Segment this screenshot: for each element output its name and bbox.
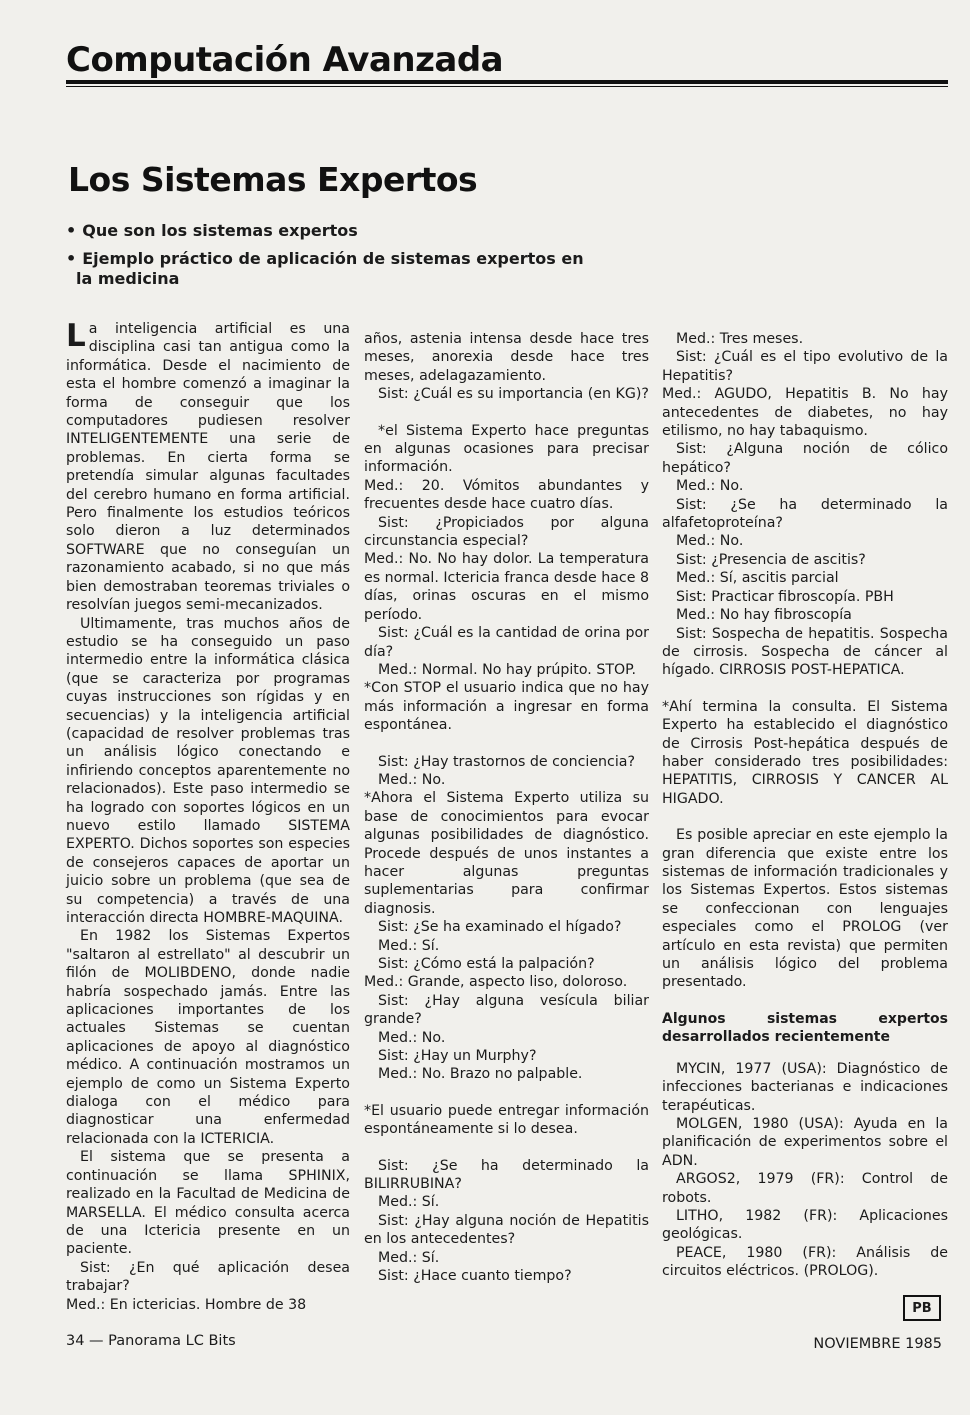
paragraph: Sist: ¿En qué aplicación desea trabajar? <box>66 1259 350 1295</box>
header-rule-thick <box>66 80 948 84</box>
header-rule-thin <box>66 86 948 87</box>
dialog-line: Sist: ¿Cómo está la palpación? <box>378 956 595 972</box>
dialog-line: Med.: No. <box>676 533 744 550</box>
system-entry: ARGOS2, 1979 (FR): Control de robots. <box>662 1171 948 1206</box>
dialog-line: Sist: ¿Se ha determinado la alfafetoproteína? <box>662 496 948 532</box>
dialog-line: Med.: Tres meses. <box>676 331 804 347</box>
dialog-line: Sist: ¿Se ha determinado la BILIRRUBINA? <box>364 1157 649 1193</box>
dialog-note: *el Sistema Experto hace preguntas en algunas ocasiones para precisar información. <box>364 422 649 476</box>
column-2 <box>364 330 649 1286</box>
page-footer-right: NOVIEMBRE 1985 <box>813 1336 942 1352</box>
dialog-line: Sist: ¿Hay trastornos de conciencia? <box>378 753 636 770</box>
dialog-line: Sist: ¿Se ha examinado el hígado? <box>378 919 622 936</box>
dialog-line: Med.: No. <box>676 478 744 495</box>
pb-logo: PB <box>903 1295 941 1321</box>
dialog-line: años, astenia intensa desde hace tres meses, anorexia desde hace tres meses, adelagazamiento. <box>364 331 649 384</box>
page-footer-left: 34 — Panorama LC Bits <box>66 1333 236 1349</box>
bullet-item: • Ejemplo práctico de aplicación de sistemas expertos en la medicina <box>66 249 584 288</box>
dialog-line: Sist: ¿Hay alguna noción de Hepatitis en los antecedentes? <box>364 1212 649 1248</box>
dialog-line: Med.: 20. Vómitos abundantes y frecuentes desde hace cuatro días. <box>364 477 649 513</box>
paragraph: En 1982 los Sistemas Expertos "saltaron al estrellato" al descubrir un filón de MOLIBDENO, donde nadie habría sospechado jamás. Entre las aplicaciones importantes de los actuales Sistemas se cuentan aplicaciones de apoyo al diagnóstico médico. A continuación mostramos un ejemplo de como un Sistema Experto dialoga con el médico para diagnosticar una enfermedad relacionada con la ICTERICIA. <box>66 928 350 1147</box>
dialog-line: Med.: Grande, aspecto liso, doloroso. <box>364 974 628 991</box>
dialog-line: Sist: ¿Presencia de ascitis? <box>676 551 866 568</box>
paragraph: La inteligencia artificial es una disciplina casi tan antigua como la informática. Desde el nacimiento de esta el hombre comenzó a imaginar la forma de conseguir que los computadores pudiesen resolver INTELIGENTEMENTE una serie de problemas. En cierta forma se pretendía simular algunas facultades del cerebro humano en forma artificial. Pero finalmente los estudios teóricos solo dieron a luz determinados SOFTWARE que no conseguían un razonamiento acabado, si no que más bien demostraban teoremas triviales o resolvían juegos semi-mecanizados. <box>66 318 350 614</box>
subheading: Algunos sistemas expertos desarrollados recientemente <box>662 1010 948 1045</box>
dialog-note: *Ahí termina la consulta. El Sistema Experto ha establecido el diagnóstico de Cirrosis Post-hepática después de haber considerado tres posibilidades: HEPATITIS, CIRROSIS Y CANCER AL HIGADO. <box>662 698 948 807</box>
system-entry: MOLGEN, 1980 (USA): Ayuda en la planificación de experimentos sobre el ADN. <box>662 1116 948 1169</box>
dialog-line: Med.: Sí. <box>378 1249 440 1266</box>
dialog-line: Med.: No. Brazo no palpable. <box>378 1066 583 1083</box>
column-1 <box>66 320 350 1314</box>
article-bullets <box>66 221 586 297</box>
dialog-line: Sist: ¿Alguna noción de cólico hepático? <box>662 441 948 476</box>
bullet-dot-icon: • <box>66 249 77 268</box>
bullet-item: • Que son los sistemas expertos <box>66 221 358 240</box>
dialog-line: Sist: ¿Hace cuanto tiempo? <box>378 1268 572 1285</box>
dialog-line: Sist: Practicar fibroscopía. PBH <box>676 588 894 605</box>
paragraph: Med.: En ictericias. Hombre de 38 <box>66 1296 307 1313</box>
article-title: Los Sistemas Expertos <box>68 160 478 199</box>
dialog-line: Med.: AGUDO, Hepatitis B. No hay antecedentes de diabetes, no hay etilismo, no hay tabaquismo. <box>662 386 948 440</box>
dialog-line: Med.: No. No hay dolor. La temperatura es normal. Ictericia franca desde hace 8 días, orinas oscuras en el mismo período. <box>364 551 649 623</box>
section-title: Computación Avanzada <box>66 40 504 80</box>
dialog-line: Sist: ¿Cuál es el tipo evolutivo de la Hepatitis? <box>662 349 948 384</box>
dialog-line: Med.: Normal. No hay prúpito. STOP. <box>378 661 637 678</box>
dialog-line: Med.: No. <box>378 771 446 788</box>
paragraph: Es posible apreciar en este ejemplo la gran diferencia que existe entre los sistemas de información tradicionales y los Sistemas Expertos. Estos sistemas se confeccionan con lenguajes especiales como el PROLOG (ver artículo en esta revista) que permiten un análisis lógico del problema presentado. <box>662 827 948 991</box>
dialog-line: Med.: Sí. <box>378 1194 440 1211</box>
bullet-dot-icon: • <box>66 221 77 240</box>
paragraph: Ultimamente, tras muchos años de estudio se ha conseguido un paso intermedio entre la informática clásica (que se caracteriza por programas cuyas instrucciones son rígidas y en secuencias) y la inteligencia artificial (capacidad de resolver problemas tras un análisis lógico conectando e infiriendo conceptos aparentemente no relacionados). Este paso intermedio se ha logrado con soportes lógicos en un nuevo estilo llamado SISTEMA EXPERTO. Dichos soportes son especies de consejeros capaces de aportar un juicio sobre un problema (que sea de su competencia) a través de una interacción directa HOMBRE-MAQUINA. <box>66 615 350 926</box>
dialog-line: Med.: No hay fibroscopía <box>676 607 852 624</box>
paragraph: El sistema que se presenta a continuación se llama SPHINIX, realizado en la Facultad de Medicina de MARSELLA. El médico consulta acerca de una Ictericia presente en un paciente. <box>66 1149 350 1258</box>
system-entry: LITHO, 1982 (FR): Aplicaciones geológicas. <box>662 1208 948 1243</box>
dialog-line: Med.: Sí, ascitis parcial <box>676 570 839 587</box>
system-entry: PEACE, 1980 (FR): Análisis de circuitos eléctricos. (PROLOG). <box>662 1244 948 1280</box>
system-entry: MYCIN, 1977 (USA): Diagnóstico de infecciones bacterianas e indicaciones terapéuticas. <box>662 1060 948 1114</box>
dialog-line: Sist: ¿Cuál es la cantidad de orina por día? <box>364 625 649 660</box>
dialog-note: *El usuario puede entregar información espontáneamente si lo desea. <box>364 1102 649 1138</box>
dialog-line: Sist: ¿Hay alguna vesícula biliar grande? <box>364 992 649 1028</box>
dialog-line: Sist: Sospecha de hepatitis. Sospecha de cirrosis. Sospecha de cáncer al hígado. CIRROSIS POST-HEPATICA. <box>662 625 948 679</box>
dialog-line: Med.: Sí. <box>378 937 440 954</box>
drop-cap: L <box>66 318 86 354</box>
dialog-note: *Con STOP el usuario indica que no hay más información a ingresar en forma espontánea. <box>364 680 649 734</box>
dialog-line: Sist: ¿Cuál es su importancia (en KG)? <box>378 386 649 403</box>
dialog-line: Sist: ¿Propiciados por alguna circunstancia especial? <box>364 514 649 550</box>
dialog-line: Med.: No. <box>378 1029 446 1046</box>
dialog-line: Sist: ¿Hay un Murphy? <box>378 1048 537 1065</box>
dialog-note: *Ahora el Sistema Experto utiliza su base de conocimientos para evocar algunas posibilidades de diagnóstico. Procede después de unos instantes a hacer algunas preguntas suplementarias para confirmar diagnosis. <box>364 790 649 917</box>
column-3 <box>662 330 948 1281</box>
